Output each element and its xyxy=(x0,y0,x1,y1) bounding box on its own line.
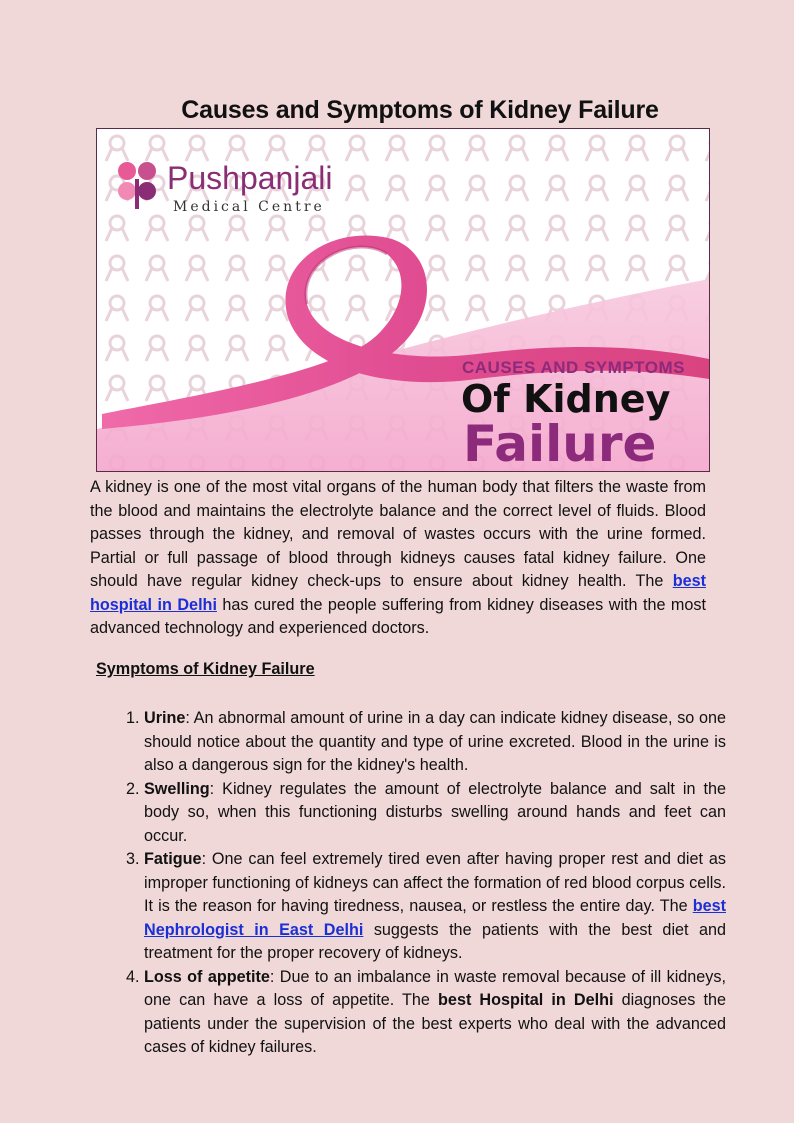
list-item xyxy=(144,848,726,966)
symptom-term: Urine xyxy=(144,709,186,727)
list-item xyxy=(144,778,726,849)
headline-line-2: Of Kidney xyxy=(461,377,671,421)
best-hospital-link[interactable]: best hospital in Delhi xyxy=(90,572,706,614)
page-title: Causes and Symptoms of Kidney Failure xyxy=(181,96,659,124)
headline-line-3: Failure xyxy=(463,415,657,471)
symptom-text: : One can feel extremely tired even after having proper rest and diet as improper functioning of kidneys can affect the formation of red blood corpus cells. It is the reason for having tiredness, nausea, or restless the entire day. The xyxy=(144,850,726,915)
symptom-term: Swelling xyxy=(144,779,210,798)
intro-paragraph xyxy=(90,476,706,641)
symptom-text: : Due to an imbalance in waste removal because of ill kidneys, one can have a loss of appetite. The xyxy=(144,967,726,1009)
list-item xyxy=(144,966,726,1060)
symptoms-list xyxy=(118,707,726,1060)
symptom-term: Fatigue xyxy=(144,850,202,868)
symptom-text: : An abnormal amount of urine in a day can indicate kidney disease, so one should notice about the quantity and type of urine excreted. Blood in the urine is also a dangerous sign for the kidney's health. xyxy=(144,709,726,774)
banner-image xyxy=(96,128,710,472)
intro-text-after: has cured the people suffering from kidney diseases with the most advanced technology and experienced doctors. xyxy=(90,595,706,637)
list-item xyxy=(144,707,726,778)
symptom-text-after: diagnoses the patients under the supervision of the best experts who deal with the advanced cases of kidney failures. xyxy=(144,991,726,1056)
headline-line-1: CAUSES AND SYMPTOMS xyxy=(462,358,685,377)
symptom-term: Loss of appetite xyxy=(144,967,270,986)
banner-graphic xyxy=(97,129,709,471)
best-nephrologist-link[interactable]: best Nephrologist in East Delhi xyxy=(144,897,726,939)
symptoms-heading: Symptoms of Kidney Failure xyxy=(96,660,315,678)
intro-text-before: A kidney is one of the most vital organs of the human body that filters the waste from the blood and maintains the electrolyte balance and the correct level of fluids. Blood passes through the kidney, and removal of wastes occurs with the urine formed. Partial or full passage of blood through kidneys causes fatal kidney failure. One should have regular kidney check-ups to ensure about kidney health. The xyxy=(90,478,706,590)
symptom-text: : Kidney regulates the amount of electrolyte balance and salt in the body so, when this functioning disturbs swelling around hands and feet can occur. xyxy=(144,779,726,845)
logo-name: Pushpanjali xyxy=(167,160,333,196)
best-hospital-bold: best Hospital in Delhi xyxy=(438,991,614,1009)
logo-subtitle: Medical Centre xyxy=(173,199,325,215)
symptom-text-after: suggests the patients with the best diet and treatment for the proper recovery of kidneys. xyxy=(144,920,727,962)
